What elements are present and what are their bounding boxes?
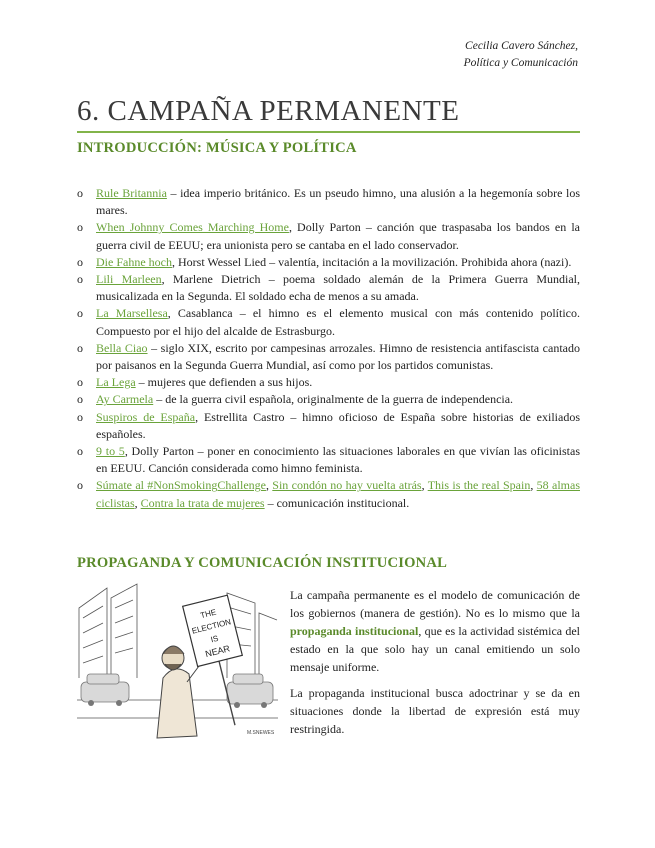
- song-link[interactable]: La Marsellesa: [96, 306, 168, 321]
- bullet-marker: o: [77, 306, 83, 321]
- link-separator: ,: [265, 478, 273, 493]
- section-heading-propaganda: PROPAGANDA Y COMUNICACIÓN INSTITUCIONAL: [77, 555, 448, 571]
- bullet-marker: o: [77, 375, 83, 390]
- song-description: , Dolly Parton – poner en conocimiento las situaciones laborales en que vivían las oficinistas en EEUU. Canción considerada como himno feminista.: [96, 444, 580, 476]
- list-item: [77, 340, 580, 374]
- cartoon-signature: M.SNEWES: [247, 730, 275, 736]
- bullet-marker: o: [77, 186, 83, 200]
- list-item: [77, 185, 580, 219]
- song-link[interactable]: Die Fahne hoch: [96, 254, 172, 269]
- list-item: [77, 409, 580, 443]
- song-description: , Estrellita Castro – himno oficioso de España sobre historias de exiliados españoles.: [96, 409, 580, 441]
- page-title: 6. CAMPAÑA PERMANENTE: [77, 93, 580, 133]
- campaign-link[interactable]: Contra la trata de mujeres: [140, 495, 265, 510]
- song-link[interactable]: Lili Marleen: [96, 272, 162, 287]
- link-separator: ,: [421, 478, 428, 493]
- section-heading-intro: INTRODUCCIÓN: MÚSICA Y POLÍTICA: [77, 140, 357, 156]
- sign-line-4: NEAR: [204, 643, 231, 660]
- song-description: , Horst Wessel Lied – valentía, incitación a la movilización. Prohibida ahora (nazi).: [171, 254, 572, 269]
- paragraph-1-text-end: , que es la actividad sistémica del estado en la que solo hay un canal emitiendo un solo mensaje uniforme.: [290, 624, 580, 674]
- author-name: Cecilia Cavero Sánchez,: [465, 40, 578, 52]
- list-item: [77, 443, 580, 477]
- bullet-marker: o: [77, 392, 83, 407]
- list-item: [77, 271, 580, 305]
- song-list: [77, 185, 580, 512]
- song-link[interactable]: Rule Britannia: [96, 186, 167, 200]
- link-separator: ,: [530, 478, 537, 493]
- song-link[interactable]: La Lega: [96, 375, 136, 390]
- list-item: [77, 219, 580, 253]
- list-item: [77, 254, 580, 271]
- song-link[interactable]: When Johnny Comes Marching Home: [96, 220, 289, 235]
- link-separator: ,: [134, 495, 141, 510]
- song-description: – de la guerra civil española, originalmente de la guerra de independencia.: [153, 392, 514, 407]
- bullet-marker: o: [77, 272, 83, 287]
- list-item: [77, 391, 580, 408]
- song-link[interactable]: 9 to 5: [96, 444, 125, 459]
- list-item: [77, 305, 580, 339]
- campaign-link[interactable]: This is the real Spain: [427, 478, 531, 493]
- bullet-marker: o: [77, 409, 83, 424]
- campaign-link[interactable]: 58 almas ciclistas: [96, 478, 580, 510]
- list-item: [77, 477, 580, 511]
- song-description: , Casablanca – el himno es el elemento musical con más contenido político. Compuesto por el hijo del alcalde de Estrasburgo.: [96, 306, 580, 338]
- document-header: [464, 38, 578, 72]
- sign-line-2: ELECTION: [190, 617, 232, 636]
- song-description: – mujeres que defienden a sus hijos.: [135, 375, 313, 390]
- song-link[interactable]: Bella Ciao: [96, 340, 148, 355]
- song-link[interactable]: Ay Carmela: [96, 392, 154, 407]
- bullet-marker: o: [77, 340, 83, 355]
- song-description: – siglo XIX, escrito por campesinas arrozales. Himno de resistencia antifascista cantado por paisanos en la Segunda Guerra Mundial, así como por los partidos comunistas.: [96, 340, 580, 373]
- sign-line-1: THE: [199, 607, 218, 621]
- list-item: [77, 374, 580, 391]
- song-link[interactable]: Suspiros de España: [96, 409, 196, 424]
- bullet-marker: o: [77, 254, 83, 269]
- election-cartoon-image: [77, 578, 278, 740]
- paragraph-permanent-campaign: [290, 586, 580, 676]
- bullet-marker: o: [77, 220, 83, 235]
- paragraph-institutional-propaganda: La propaganda institucional busca adoctrinar y se da en situaciones donde la libertad de expresión está muy restringida.: [290, 686, 580, 736]
- paragraph-1-text: La campaña permanente es el modelo de comunicación de los gobiernos (manera de gestión). No es lo mismo que la: [290, 588, 580, 620]
- campaign-description: – comunicación institucional.: [264, 495, 410, 510]
- song-description: , Dolly Parton – canción que traspasaba los bandos en la guerra civil de EEUU; era unionista pero se cantaba en el lado conservador.: [96, 220, 580, 252]
- institutional-propaganda-term: propaganda institucional: [290, 624, 419, 638]
- campaign-link[interactable]: Súmate al #NonSmokingChallenge: [96, 478, 266, 493]
- course-name: Política y Comunicación: [463, 57, 578, 69]
- song-description: , Marlene Dietrich – poema soldado alemán de la Primera Guerra Mundial, musicalizada en la Segunda. El soldado echa de menos a su amada.: [96, 272, 580, 304]
- bullet-marker: o: [77, 478, 83, 493]
- sign-line-3: IS: [209, 633, 220, 645]
- bullet-marker: o: [77, 444, 83, 459]
- song-description: – idea imperio británico. Es un pseudo himno, una alusión a la hegemonía sobre los mares.: [96, 186, 580, 218]
- campaign-link[interactable]: Sin condón no hay vuelta atrás: [272, 478, 422, 493]
